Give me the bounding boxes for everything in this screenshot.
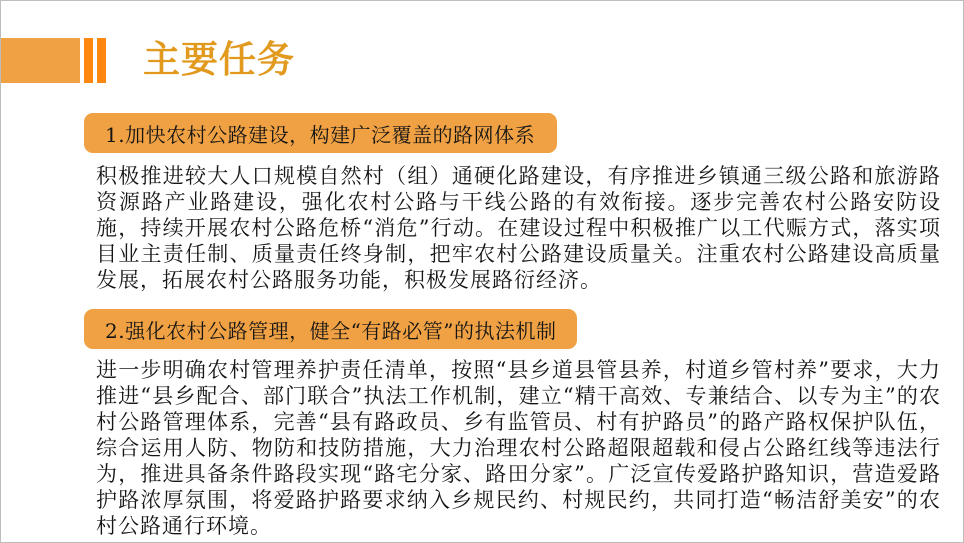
header-accent-block xyxy=(1,38,80,83)
section-1-heading-banner: 1.加快农村公路建设，构建广泛覆盖的路网体系 xyxy=(84,113,557,153)
page-title: 主要任务 xyxy=(143,37,295,81)
section-2-body-text: 进一步明确农村管理养护责任清单，按照“县乡道县管县养，村道乡管村养”要求，大力推进“县乡配合、部门联合”执法工作机制，建立“精干高效、专兼结合、以专为主”的农村公路管理体系，完善“县有路政员、乡有监管员、村有护路员”的路产路权保护队伍，综合运用人防、物防和技防措施，大力治理农村公路超限超载和侵占公路红线等违法行为，推进具备条件路段实现“路宅分家、路田分家”。广泛宣传爱路护路知识，营造爱路护路浓厚氛围，将爱路护路要求纳入乡规民约、村规民约，共同打造“畅洁舒美安”的农村公路通行环境。 xyxy=(96,358,941,538)
section-2-heading-banner: 2.强化农村公路管理，健全“有路必管”的执法机制 xyxy=(84,309,577,349)
header-accent-bar-2 xyxy=(97,38,106,83)
section-1-body-text: 积极推进较大人口规模自然村（组）通硬化路建设，有序推进乡镇通三级公路和旅游路资源路产业路建设，强化农村公路与干线公路的有效衔接。逐步完善农村公路安防设施，持续开展农村公路危桥“消危”行动。在建设过程中积极推广以工代赈方式，落实项目业主责任制、质量责任终身制，把牢农村公路建设质量关。注重农村公路建设高质量发展，拓展农村公路服务功能，积极发展路衍经济。 xyxy=(96,164,941,292)
header-accent-bar-1 xyxy=(84,38,93,83)
